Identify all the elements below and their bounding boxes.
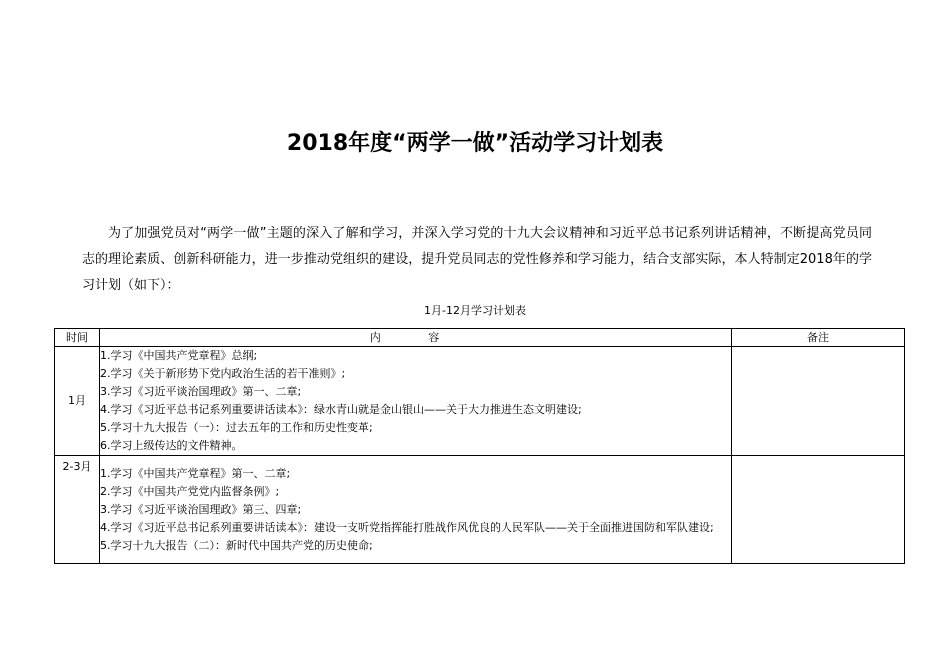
study-plan-table: [54, 328, 905, 564]
document-title: 2018年度“两学一做”活动学习计划表: [286, 131, 664, 156]
table-row: [55, 347, 905, 456]
table-caption: 1月-12月学习计划表: [424, 304, 526, 317]
intro-paragraph: [82, 221, 872, 299]
study-item: 2.学习《中国共产党党内监督条例》;: [100, 484, 280, 498]
header-time: 时间: [55, 329, 100, 347]
study-item: 5.学习十九大报告（一）：过去五年的工作和历史性变革;: [100, 421, 373, 434]
study-item: 3.学习《习近平谈治国理政》第三、四章;: [100, 502, 302, 516]
study-item: 3.学习《习近平谈治国理政》第一、二章;: [100, 385, 302, 398]
month-cell: 1月: [55, 347, 100, 456]
study-item: 6.学习上级传达的文件精神。: [100, 439, 243, 452]
table-header-row: [55, 329, 905, 347]
study-item: 1.学习《中国共产党章程》总纲;: [100, 349, 258, 362]
table-row: [55, 456, 905, 564]
content-cell: [100, 456, 732, 564]
remark-cell: [732, 456, 905, 564]
header-remark: 备注: [732, 329, 905, 347]
study-item: 2.学习《关于新形势下党内政治生活的若干准则》;: [100, 367, 346, 380]
study-item: 5.学习十九大报告（二）：新时代中国共产党的历史使命;: [100, 538, 373, 552]
month-cell: 2-3月: [55, 456, 100, 564]
intro-text: 为了加强党员对“两学一做”主题的深入了解和学习，并深入学习党的十九大会议精神和习近平总书记系列讲话精神，不断提高党员同志的理论素质、创新科研能力，进一步推动党组织的建设，提升党员同志的党性修养和学习能力，结合支部实际，本人特制定2018年的学习计划（如下）：: [82, 226, 872, 293]
remark-cell: [732, 347, 905, 456]
study-item: 4.学习《习近平总书记系列重要讲话读本》：建设一支听党指挥能打胜战作风优良的人民军队——关于全面推进国防和军队建设;: [100, 520, 714, 534]
header-content: 内 容: [100, 329, 732, 347]
content-cell: [100, 347, 732, 456]
study-item: 4.学习《习近平总书记系列重要讲话读本》：绿水青山就是金山银山——关于大力推进生态文明建设;: [100, 403, 582, 416]
study-item: 1.学习《中国共产党章程》第一、二章;: [100, 466, 291, 480]
